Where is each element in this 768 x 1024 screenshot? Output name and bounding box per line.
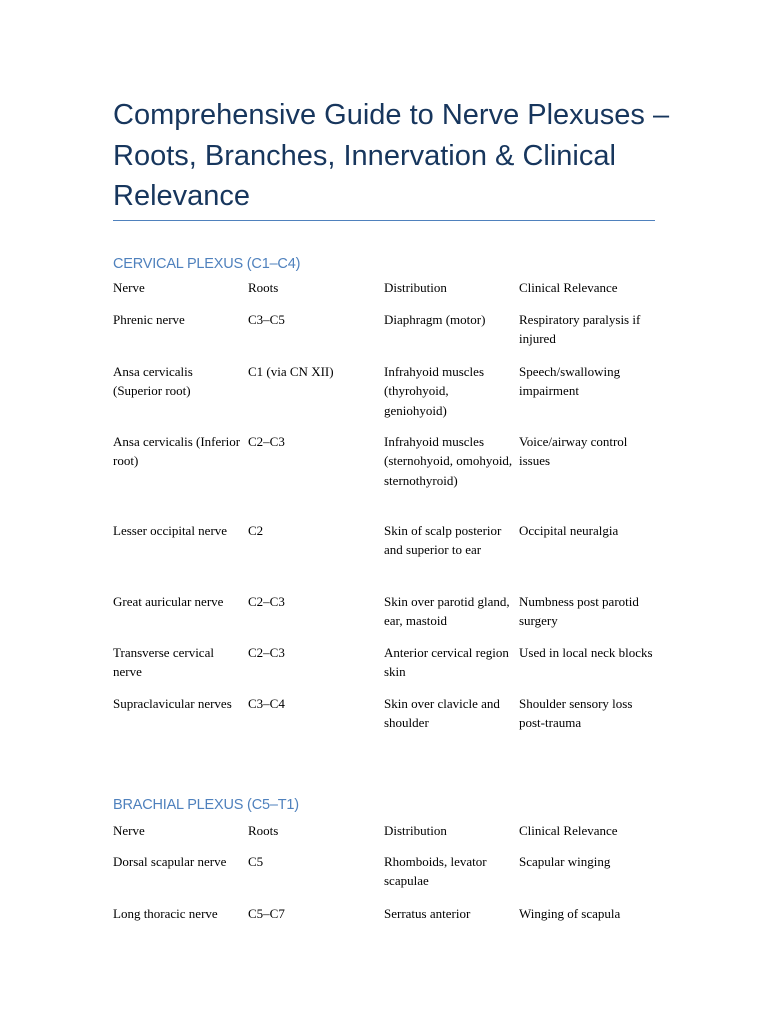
title-underline — [113, 220, 655, 221]
column-header: Nerve — [113, 823, 145, 838]
table-cell: Shoulder sensory loss post-trauma — [519, 696, 633, 731]
table-cell: Serratus anterior — [384, 906, 471, 921]
table-cell: C2–C3 — [248, 594, 285, 609]
table-cell: C2–C3 — [248, 645, 285, 660]
table-cell: Scapular winging — [519, 854, 611, 869]
table-cell: Lesser occipital nerve — [113, 523, 228, 538]
table-cell: Dorsal scapular nerve — [113, 854, 227, 869]
column-header: Clinical Relevance — [519, 280, 618, 295]
table-cell: C5 — [248, 854, 264, 869]
table-cell: Skin of scalp posterior and superior to ear — [384, 523, 502, 558]
table-cell: Diaphragm (motor) — [384, 312, 486, 327]
table-cell: C3–C4 — [248, 696, 285, 711]
table-cell: Ansa cervicalis (Inferior root) — [113, 434, 241, 469]
table-cell: Phrenic nerve — [113, 312, 185, 327]
column-header: Nerve — [113, 280, 145, 295]
table-cell: C2 — [248, 523, 264, 538]
table-cell: Infrahyoid muscles (thyrohyoid, geniohyoid) — [384, 364, 485, 418]
document-title: Comprehensive Guide to Nerve Plexuses – Roots, Branches, Innervation & Clinical Relevance — [113, 99, 670, 212]
table-cell: Winging of scapula — [519, 906, 621, 921]
column-header: Roots — [248, 823, 279, 838]
table-cell: Rhomboids, levator scapulae — [384, 854, 487, 889]
table-cell: C5–C7 — [248, 906, 285, 921]
column-header: Distribution — [384, 823, 447, 838]
table-cell: Occipital neuralgia — [519, 523, 619, 538]
table-cell: Used in local neck blocks — [519, 645, 653, 660]
column-header: Roots — [248, 280, 279, 295]
table-cell: Skin over clavicle and shoulder — [384, 696, 500, 731]
table-cell: Transverse cervical nerve — [113, 645, 214, 680]
table-cell: Voice/airway control issues — [519, 434, 628, 469]
section-heading-brachial: BRACHIAL PLEXUS (C5–T1) — [113, 797, 299, 813]
table-cell: Infrahyoid muscles (sternohyoid, omohyoid, sternothyroid) — [384, 434, 513, 488]
table-cell: Anterior cervical region skin — [384, 645, 509, 680]
table-cell: Long thoracic nerve — [113, 906, 218, 921]
column-header: Clinical Relevance — [519, 823, 618, 838]
table-cell: C3–C5 — [248, 312, 285, 327]
table-cell: C1 (via CN XII) — [248, 364, 334, 379]
table-cell: Supraclavicular nerves — [113, 696, 232, 711]
section-heading-cervical: CERVICAL PLEXUS (C1–C4) — [113, 256, 301, 272]
column-header: Distribution — [384, 280, 447, 295]
table-cell: Respiratory paralysis if injured — [519, 312, 641, 347]
table-cell: Numbness post parotid surgery — [519, 594, 639, 629]
table-cell: C2–C3 — [248, 434, 285, 449]
table-cell: Speech/swallowing impairment — [519, 364, 621, 399]
table-cell: Skin over parotid gland, ear, mastoid — [384, 594, 510, 629]
table-cell: Great auricular nerve — [113, 594, 224, 609]
table-cell: Ansa cervicalis (Superior root) — [113, 364, 193, 399]
